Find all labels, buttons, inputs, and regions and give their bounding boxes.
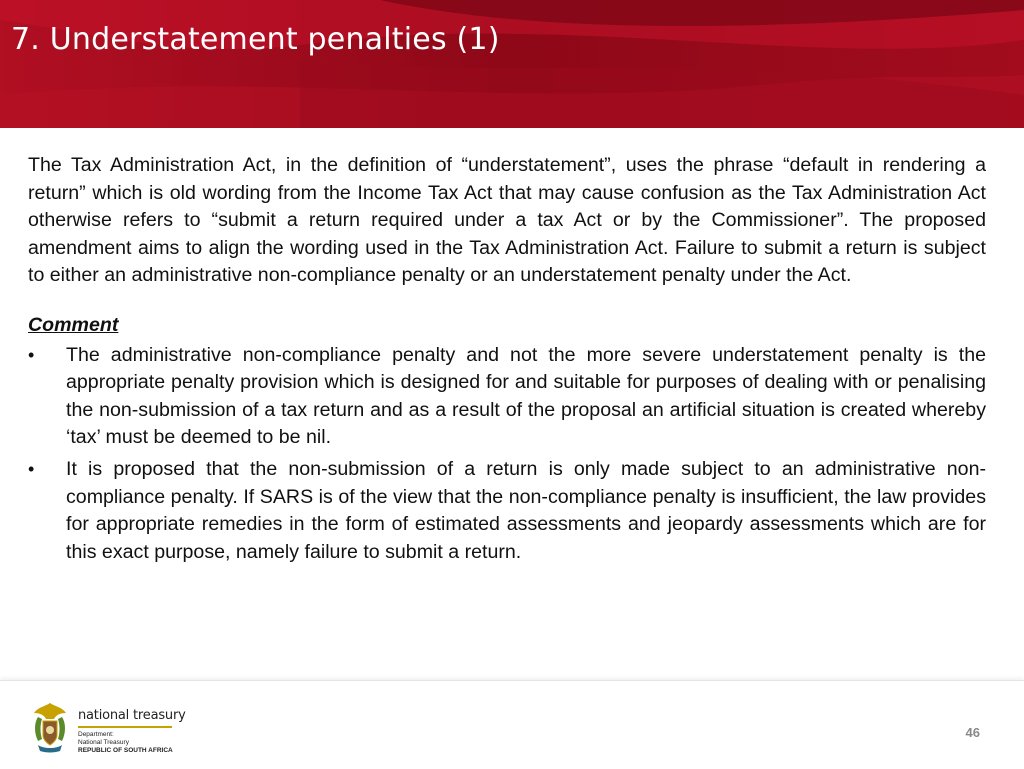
slide-header: [0, 0, 1024, 128]
logo-country: REPUBLIC OF SOUTH AFRICA: [78, 747, 173, 754]
intro-paragraph: The Tax Administration Act, in the definition of “understatement”, uses the phrase “default in rendering a return” which is old wording from the Income Tax Act that may cause confusion as the Tax Administration Act otherwise refers to “submit a return required under a tax Act or by the Commissioner”. The proposed amendment aims to align the wording used in the Tax Administration Act. Failure to submit a return is subject to either an administrative non-compliance penalty or an understatement penalty under the Act.: [28, 154, 986, 287]
slide-title: 7. Understatement penalties (1): [11, 22, 500, 57]
logo-department-name: National Treasury: [78, 739, 129, 746]
bullet-icon: •: [28, 344, 35, 365]
page-number: 46: [965, 725, 980, 740]
slide-body: [28, 152, 986, 570]
bullet-item: [28, 456, 986, 566]
logo-department-label: Department:: [78, 731, 114, 738]
logo-divider: [78, 726, 172, 728]
bullet-item: [28, 342, 986, 452]
comment-heading: Comment: [28, 313, 119, 336]
logo-title: national treasury: [78, 708, 186, 723]
bullet-text: It is proposed that the non-submission of a return is only made subject to an administrative non-compliance penalty. If SARS is of the view that the non-compliance penalty is insufficient, the law provides for appropriate remedies in the form of estimated assessments and jeopardy assessments which are for this exact purpose, namely failure to submit a return.: [66, 457, 986, 563]
comment-bullet-list: [28, 342, 986, 567]
bullet-icon: •: [28, 458, 35, 479]
bullet-text: The administrative non-compliance penalty and not the more severe understatement penalty is the appropriate penalty provision which is designed for and suitable for purposes of dealing with or penalising the non-submission of a tax return and as a result of the proposal an artificial situation is created whereby ‘tax’ must be deemed to be nil.: [66, 343, 986, 449]
coat-of-arms-icon: [30, 701, 70, 755]
slide-footer: [0, 680, 1024, 769]
header-wave-graphic: [0, 0, 1024, 128]
national-treasury-logo: [78, 709, 186, 755]
